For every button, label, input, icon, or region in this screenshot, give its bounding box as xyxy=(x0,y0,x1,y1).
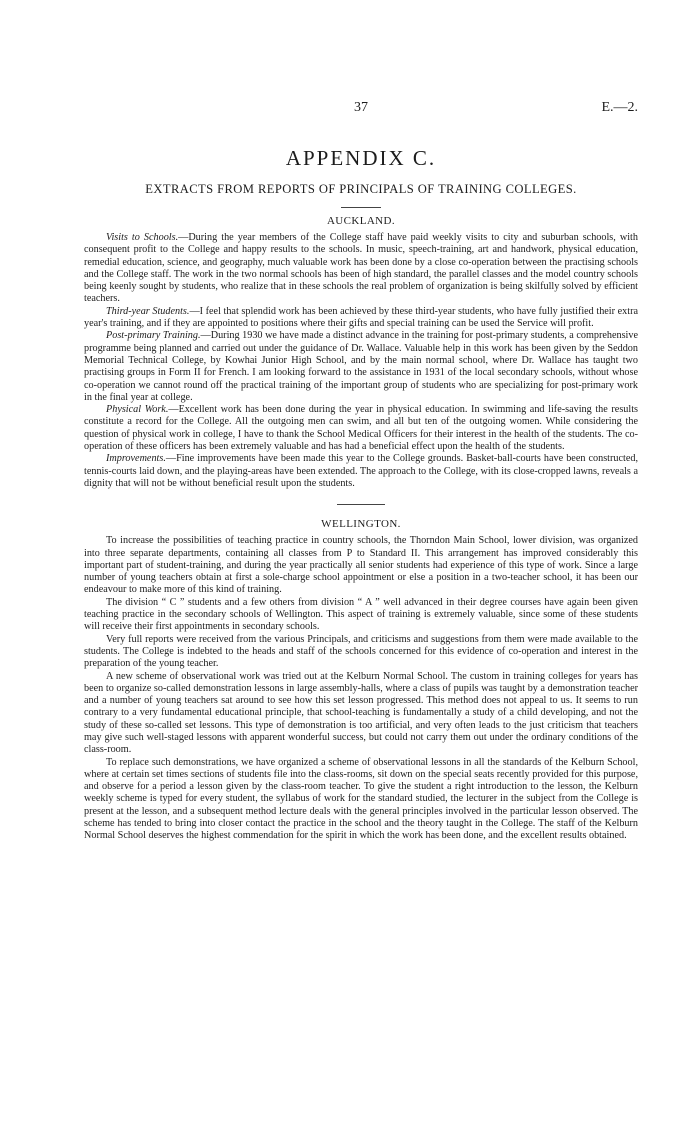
paragraph-text: —Excellent work has been done during the year in physical education. In swimming and life-saving the results constitute a record for the College. All the outgoing men can swim, and all but ten of the outgoing women. While considering the question of physical work in college, I have to thank the School Medical Officers for their interest in the health of the students. The co-operation of these officers has been extremely valuable and has had a beneficial effect upon the health of the students. xyxy=(84,404,638,453)
appendix-title: APPENDIX C. xyxy=(285,146,437,170)
section-heading-wellington: WELLINGTON. xyxy=(321,518,401,531)
paragraph-subhead: Improvements. xyxy=(106,453,166,465)
wellington-section xyxy=(84,517,638,842)
page-header xyxy=(84,96,638,120)
divider xyxy=(341,207,381,208)
paragraph-subhead: Visits to Schools. xyxy=(106,232,179,243)
paragraph-text: —I feel that splendid work has been achieved by these third-year students, who have fully justified their extra year's training, and if they are appointed to positions where their gifts and special training can be used the Service will profit. xyxy=(84,305,639,330)
paragraph-text: —Fine improvements have been made this year to the College grounds. Basket-ball-courts have been constructed, tennis-courts laid down, and the playing-areas have been extended. The approach to the College, with its close-cropped lawns, reveals a dignity that will not be without beneficial result upon the students. xyxy=(84,453,638,489)
paragraph xyxy=(84,330,638,404)
section-heading-auckland: AUCKLAND. xyxy=(326,215,396,227)
paragraph: To increase the possibilities of teaching practice in country schools, the Thorndon Main School, lower division, was organized into three separate departments, containing all classes from P to Standard II. This arrangement has improved considerably this important part of student-training, and during the year practically all senior students had experience of this type of work. Since a large number of young teachers obtain at first a sole-charge school appointment or else a position in a two-teacher school, it has been our endeavour to make more of this kind of training. xyxy=(84,535,638,596)
paragraph-subhead: Third-year Students. xyxy=(106,305,190,317)
paragraph-text: —During the year members of the College staff have paid weekly visits to city and suburban schools, with consequent profit to the College and happy results to the schools. In music, speech-training, art and handwork, physical education, remedial education, science, and geography, much valuable work has been done by a close co-operation between the practising schools and the College staff. The work in the two normal schools has been of high standard, the parallel classes and the model country schools being keenly sought by students, who realize that in these schools the real problem of organization is being skilfully solved by efficient teachers. xyxy=(84,232,638,305)
auckland-section xyxy=(84,214,638,490)
paragraph-subhead: Physical Work. xyxy=(106,404,169,416)
paragraph-subhead: Post-primary Training. xyxy=(106,330,201,342)
paragraph: A new scheme of observational work was tried out at the Kelburn Normal School. The custom in training colleges for years has been to organize so-called demonstration lessons in large assembly-halls, where a class of pupils was taught by a demonstration teacher and a number of young teachers sat around to see how this set lesson progressed. This method does not appeal to us. It seems to run contrary to a very fundamental educational principle, that school-teaching is fundamentally a study of a child developing, and not the study of these so-called set lessons. This type of demonstration is too artificial, and very often leads to the just criticism that teachers may give such well-staged lessons with apparent wonderful success, but could not carry them out under the ordinary conditions of the class-room. xyxy=(84,670,638,756)
paragraph xyxy=(84,453,638,490)
document-reference: E.—2. xyxy=(601,100,638,115)
document-page xyxy=(84,96,638,843)
divider xyxy=(337,504,385,505)
paragraph: Very full reports were received from the various Principals, and criticisms and suggestions from them were made available to the students. The College is indebted to the heads and staff of the schools concerned for this evidence of co-operation and interest in the preparation of the young teacher. xyxy=(84,633,638,670)
paragraph xyxy=(84,232,638,306)
paragraph-text: —During 1930 we have made a distinct advance in the training for post-primary students, a comprehensive programme being planned and carried out under the guidance of Dr. Wallace. Valuable help in this work has been given by the Seddon Memorial Technical College, by Kowhai Junior High School, and by the main normal school, where Dr. Wallace has taught two practising groups in Form II for French. I am looking forward to the assistance in 1931 of the local secondary schools, without whose co-operation we cannot round off the practical training of the important group of students who are specializing for post-primary work in the final year at college. xyxy=(84,330,639,403)
paragraph xyxy=(84,404,638,453)
extracts-title: EXTRACTS FROM REPORTS OF PRINCIPALS OF TRAINING COLLEGES. xyxy=(145,182,577,196)
paragraph: The division “ C ” students and a few others from division “ A ” well advanced in their degree courses have again been given teaching practice in the secondary schools of Wellington. This aspect of training is extremely valuable, since some of these students will receive their first appointments in secondary schools. xyxy=(84,596,638,633)
page-number: 37 xyxy=(354,100,368,115)
paragraph: To replace such demonstrations, we have organized a scheme of observational lessons in all the standards of the Kelburn School, where at certain set times sections of students file into the class-rooms, sit down on the special seats recently provided for this purpose, and observe for a period a lesson given by the class-room teacher. To give the student a right introduction to the lesson, the Kelburn weekly scheme is typed for every student, the syllabus of work for the standard studied, the lecturer in the subject from the College is present at the lesson, and a subsequent method lecture deals with the general principles involved in the particular lesson observed. The scheme has tended to bring into closer contact the practice in the school and the theory taught in the College. The staff of the Kelburn Normal School deserves the highest commendation for the spirit in which the work has been done, and the excellent results obtained. xyxy=(84,756,638,842)
paragraph xyxy=(84,306,638,331)
